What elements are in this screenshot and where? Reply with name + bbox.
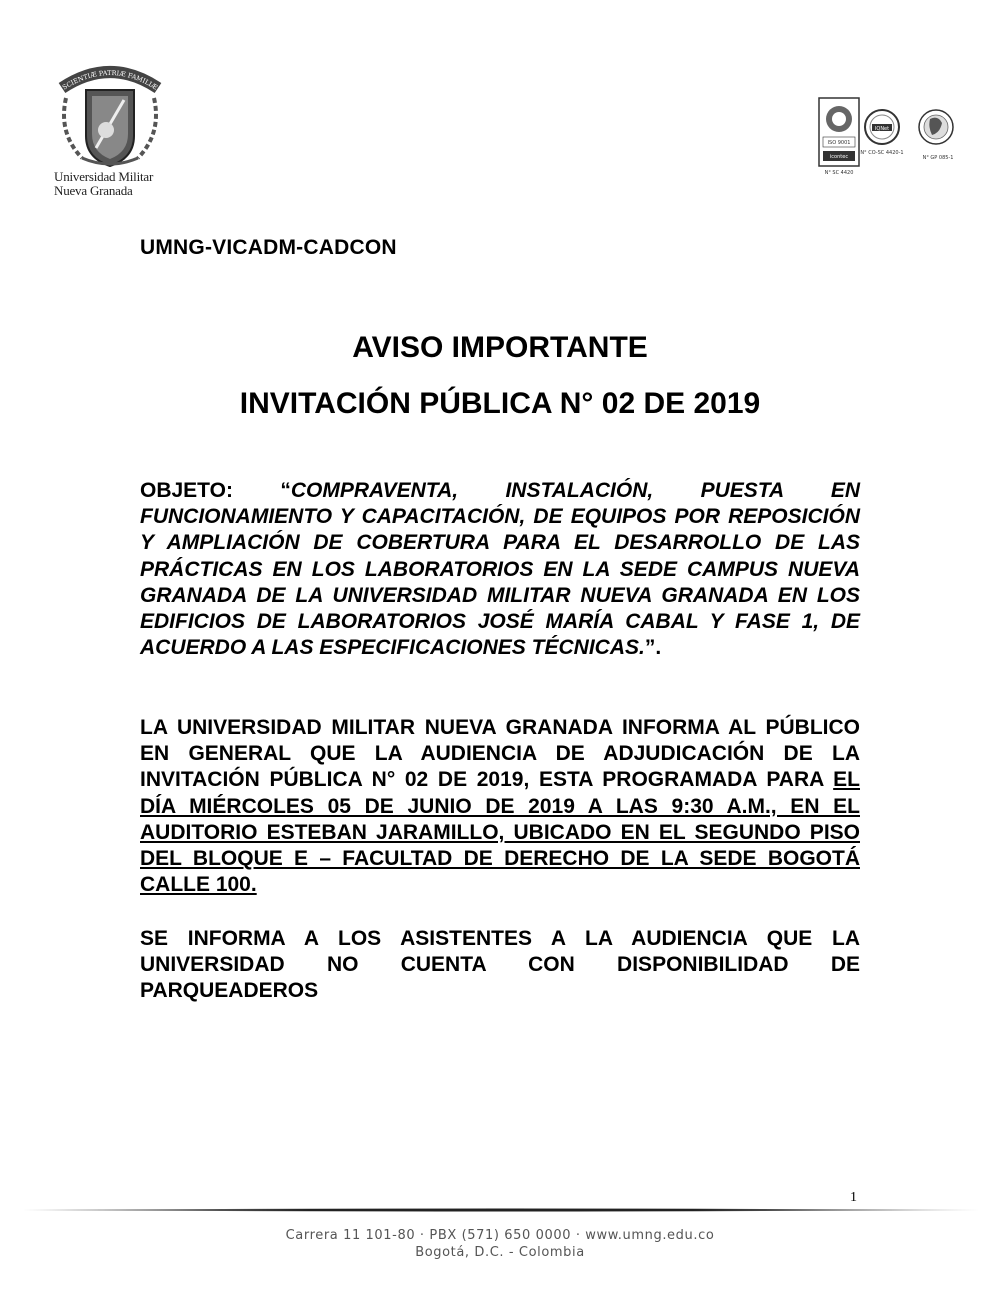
audience-info-paragraph: [140, 715, 860, 898]
iqnet-label: IQNet: [874, 126, 890, 132]
gp-code: N° GP 085-1: [922, 155, 954, 161]
iso-code: N° SC 4420: [824, 170, 854, 176]
document-code: UMNG-VICADM-CADCON: [140, 236, 397, 259]
university-name-line1: Universidad Militar: [54, 169, 154, 184]
footer-divider: [22, 1207, 980, 1213]
university-name-line2: Nueva Granada: [54, 183, 133, 198]
page-number: 1: [850, 1190, 857, 1205]
objeto-paragraph: [140, 478, 860, 661]
title-line1: AVISO IMPORTANTE: [352, 331, 648, 364]
iqnet-code: N° CO-SC 4420-1: [860, 150, 904, 156]
icontec-label: icontec: [829, 154, 849, 160]
certification-seals: [818, 97, 960, 177]
title-line2: INVITACIÓN PÚBLICA N° 02 DE 2019: [239, 387, 761, 420]
iqnet-seal: [860, 110, 903, 156]
objeto-close: ”.: [644, 636, 662, 660]
parking-notice-paragraph: SE INFORMA A LOS ASISTENTES A LA AUDIENCIA QUE LA UNIVERSIDAD NO CUENTA CON DISPONIBILIDAD DE PARQUEADEROS: [140, 927, 860, 1003]
icontec-iso-seal: [819, 98, 859, 176]
university-name: [54, 170, 178, 198]
seal-motto: SCIENTIÆ PATRIÆ FAMILIÆ: [60, 68, 159, 92]
svg-text:SCIENTIÆ PATRIÆ FAMILIÆ: [61, 69, 159, 92]
footer-address: Carrera 11 101-80 · PBX (571) 650 0000 · www.umng.edu.co: [285, 1228, 715, 1243]
objeto-text: COMPRAVENTA, INSTALACIÓN, PUESTA EN FUNCIONAMIENTO Y CAPACITACIÓN, DE EQUIPOS POR REPOSICIÓN Y AMPLIACIÓN DE COBERTURA PARA EL DESARROLLO DE LAS PRÁCTICAS EN LOS LABORATORIOS EN LA SEDE CAMPUS NUEVA GRANADA DE LA UNIVERSIDAD MILITAR NUEVA GRANADA EN LOS EDIFICIOS DE LABORATORIOS JOSÉ MARÍA CABAL Y FASE 1, DE ACUERDO A LAS ESPECIFICACIONES TÉCNICAS.: [140, 479, 860, 660]
audience-date-location: EL DÍA MIÉRCOLES 05 DE JUNIO DE 2019 A LAS 9:30 A.M., EN EL AUDITORIO ESTEBAN JARAMILLO, UBICADO EN EL SEGUNDO PISO DEL BLOQUE E – FACULTAD DE DERECHO DE LA SEDE BOGOTÁ CALLE 100.: [140, 768, 860, 897]
audience-info-text: LA UNIVERSIDAD MILITAR NUEVA GRANADA INFORMA AL PÚBLICO EN GENERAL QUE LA AUDIENCIA DE ADJUDICACIÓN DE LA INVITACIÓN PÚBLICA N° 02 DE 2019, ESTA PROGRAMADA PARA: [140, 716, 860, 792]
objeto-label: OBJETO: “: [140, 479, 291, 502]
footer-city: Bogotá, D.C. - Colombia: [415, 1245, 585, 1260]
gp-seal: [919, 110, 953, 161]
iso-label: ISO 9001: [827, 140, 851, 146]
